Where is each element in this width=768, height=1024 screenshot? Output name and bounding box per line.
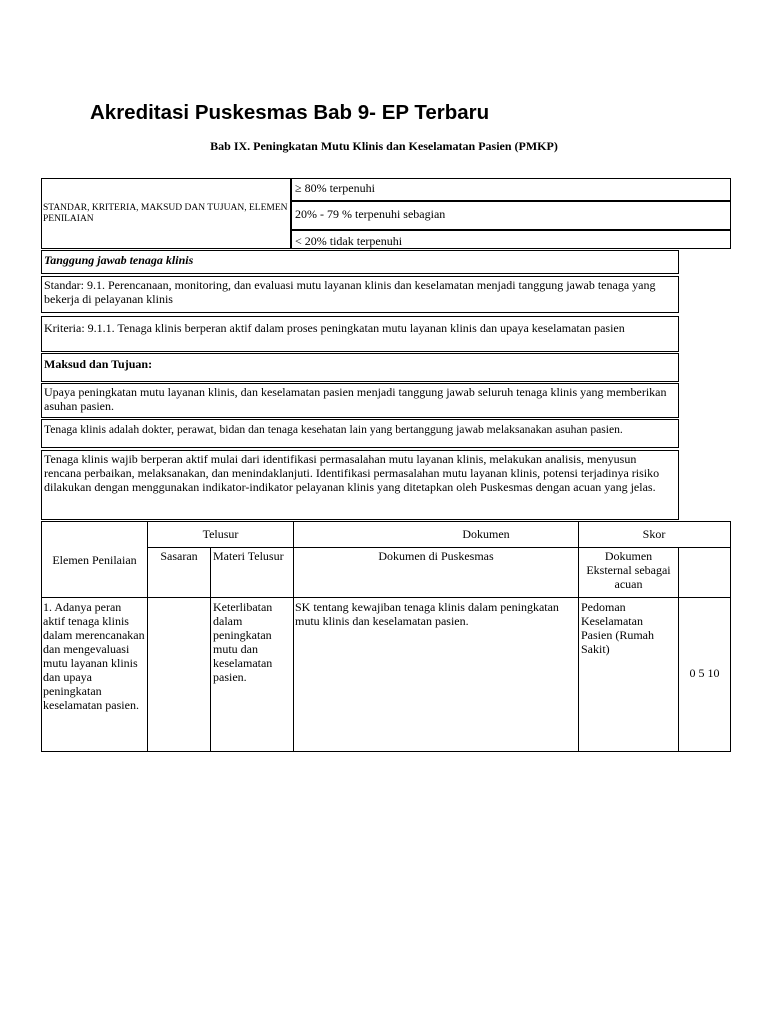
header-dok-eksternal-text: Dokumen Eksternal sebagai acuan [586, 549, 671, 591]
legend-criteria-label: STANDAR, KRITERIA, MAKSUD DAN TUJUAN, ELEMEN PENILAIAN [43, 203, 288, 224]
page-title: Akreditasi Puskesmas Bab 9- EP Terbaru [90, 101, 490, 124]
header-skor-empty [678, 547, 730, 597]
header-skor-text: Skor [642, 527, 666, 541]
legend-level-full-text: ≥ 80% terpenuhi [295, 181, 375, 195]
row-dok-eksternal [578, 597, 678, 751]
responsibility-heading-text: Tanggung jawab tenaga klinis [44, 253, 194, 267]
header-telusur-text: Telusur [202, 527, 239, 541]
header-elemen-text: Elemen Penilaian [52, 553, 137, 567]
dokumen-skor-divider [578, 521, 579, 547]
legend-level-partial [291, 201, 731, 230]
purpose-text-3: Tenaga klinis wajib berperan aktif mulai dari identifikasi permasalahan mutu layanan klinis, melakukan analisis, menyusun rencana perbaikan, melaksanakan, dan menindaklanjuti. Identifikasi permasalahan mutu layanan klinis, potensi terjadinya risiko dilakukan dengan menggunakan indikator-indikator pelayanan klinis yang ditetapkan oleh Puskesmas dengan acuan yang jelas. [44, 452, 660, 494]
purpose-row-1 [41, 383, 679, 418]
purpose-text-2: Tenaga klinis adalah dokter, perawat, bidan dan tenaga kesehatan lain yang bertanggung jawab melaksanakan asuhan pasien. [44, 423, 623, 436]
standard-row [41, 276, 679, 313]
row-dok-eksternal-text: Pedoman Keselamatan Pasien (Rumah Sakit) [581, 600, 654, 656]
row-skor [678, 597, 730, 751]
row-elemen-text: 1. Adanya peran aktif tenaga klinis dalam merencanakan dan mengevaluasi mutu layanan klinis dan upaya peningkatan keselamatan pasien. [43, 600, 145, 712]
page-subtitle: Bab IX. Peningkatan Mutu Klinis dan Keselamatan Pasien (PMKP) [210, 139, 558, 153]
row-materi [210, 597, 293, 751]
legend-level-none [291, 230, 731, 249]
header-sasaran [147, 547, 210, 597]
header-dok-puskesmas-text: Dokumen di Puskesmas [378, 549, 494, 563]
header-skor [578, 521, 730, 547]
criteria-row [41, 316, 679, 352]
header-dok-eksternal [578, 547, 678, 597]
header-dok-puskesmas [293, 547, 578, 597]
row-skor-text: 0 5 10 [689, 666, 720, 680]
assessment-table [41, 521, 731, 752]
purpose-heading [41, 353, 679, 382]
header-telusur [147, 521, 293, 547]
row-dok-puskesmas [293, 597, 578, 751]
standard-text: Standar: 9.1. Perencanaan, monitoring, dan evaluasi mutu layanan klinis dan keselamatan menjadi tanggung jawab tenaga yang bekerja di pelayanan klinis [44, 278, 656, 306]
responsibility-heading [41, 250, 679, 274]
purpose-heading-text: Maksud dan Tujuan: [44, 357, 153, 371]
row-elemen [41, 597, 147, 751]
header-elemen [41, 521, 147, 597]
purpose-row-2 [41, 419, 679, 448]
legend-level-partial-text: 20% - 79 % terpenuhi sebagian [295, 207, 446, 221]
row-sasaran [147, 597, 210, 751]
header-sasaran-text: Sasaran [160, 549, 198, 563]
purpose-row-3 [41, 450, 679, 520]
legend-criteria-box [41, 178, 291, 249]
header-materi [210, 547, 293, 597]
legend-level-none-text: < 20% tidak terpenuhi [295, 234, 403, 248]
purpose-text-1: Upaya peningkatan mutu layanan klinis, dan keselamatan pasien menjadi tanggung jawab seluruh tenaga klinis yang memberikan asuhan pasien. [44, 385, 667, 413]
header-materi-text: Materi Telusur [213, 549, 284, 563]
row-dok-puskesmas-text: SK tentang kewajiban tenaga klinis dalam peningkatan mutu klinis dan keselamatan pasien. [295, 600, 559, 628]
header-dokumen-text: Dokumen [462, 527, 510, 541]
row-materi-text: Keterlibatan dalam peningkatan mutu dan keselamatan pasien. [213, 600, 273, 684]
legend-level-full [291, 178, 731, 201]
criteria-text: Kriteria: 9.1.1. Tenaga klinis berperan aktif dalam proses peningkatan mutu layanan klinis dan upaya keselamatan pasien [44, 321, 625, 335]
